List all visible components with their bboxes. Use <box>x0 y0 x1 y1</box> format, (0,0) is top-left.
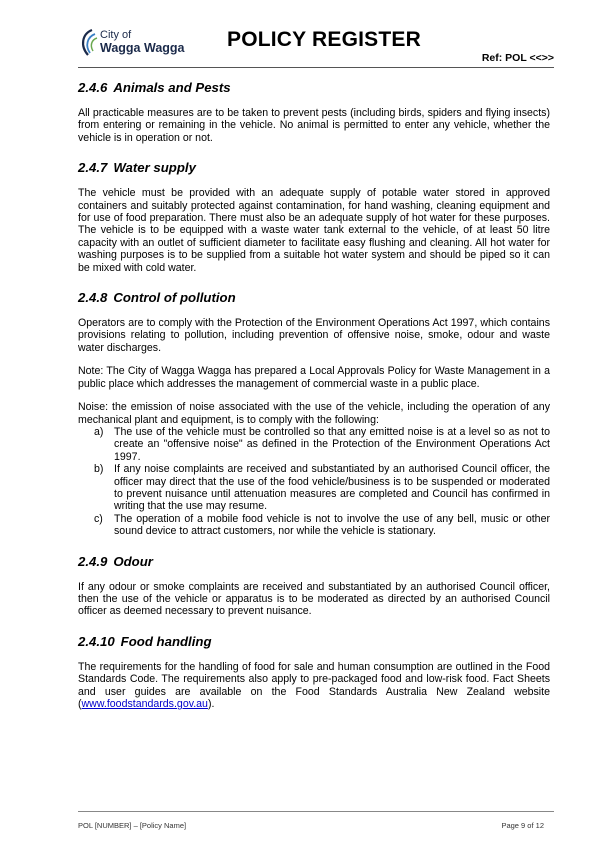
section-heading-pollution <box>78 290 550 306</box>
paragraph: Operators are to comply with the Protection of the Environment Operations Act 1997, which contains provisions relating to pollution, including prevention of offensive noise, smoke, odour and waste water discharges. <box>78 317 550 354</box>
section-title: Animals and Pests <box>113 80 231 95</box>
page-title: POLICY REGISTER <box>227 28 421 51</box>
footer-divider <box>78 811 554 812</box>
noise-requirements-list <box>78 426 550 538</box>
list-item-text: The use of the vehicle must be controlled so that any emitted noise is at a level so as not to create an "offensive noise" as defined in the Protection of the Environment Operations Act 1997. <box>114 425 550 463</box>
logo-mark-icon <box>78 28 98 58</box>
logo-text-line2: Wagga Wagga <box>100 41 185 55</box>
list-marker: a) <box>94 425 104 438</box>
footer-page-number: Page 9 of 12 <box>501 821 544 830</box>
list-item <box>78 513 550 538</box>
section-number: 2.4.6 <box>78 80 108 95</box>
paragraph-text: The requirements for the handling of food for sale and human consumption are outlined in the Food Standards Code. The requirements also apply to pre-packaged food and low-risk food. Fact Sheets and user guides are available on the Food Standards Australia New Zealand website ( <box>78 660 550 710</box>
section-heading-food <box>78 634 550 650</box>
footer-policy-name: POL [NUMBER] – [Policy Name] <box>78 821 187 830</box>
section-number: 2.4.10 <box>78 633 115 649</box>
food-standards-link[interactable]: www.foodstandards.gov.au <box>81 698 208 710</box>
paragraph <box>78 661 550 711</box>
paragraph: If any odour or smoke complaints are received and substantiated by an authorised Council officer, then the use of the vehicle or apparatus is to be moderated as directed by an authorised Council officer as deemed necessary to prevent nuisance. <box>78 580 550 618</box>
paragraph: Noise: the emission of noise associated with the use of the vehicle, including the operation of any mechanical plant and equipment, is to comply with the following: <box>78 401 550 426</box>
section-heading-water <box>78 160 550 176</box>
section-number: 2.4.8 <box>78 290 108 306</box>
list-item <box>78 463 550 513</box>
section-number: 2.4.7 <box>78 160 108 176</box>
section-heading-odour <box>78 554 550 570</box>
paragraph: Note: The City of Wagga Wagga has prepared a Local Approvals Policy for Waste Management in a public place which addresses the management of commercial waste in a public place. <box>78 365 550 390</box>
section-heading-animals <box>78 80 550 96</box>
document-body <box>78 80 550 710</box>
section-title: Water supply <box>113 160 196 176</box>
section-title: Odour <box>113 553 153 569</box>
section-title: Food handling <box>120 633 212 649</box>
section-number: 2.4.9 <box>78 553 108 569</box>
paragraph: The vehicle must be provided with an adequate supply of potable water stored in approved containers and suitably protected against contamination, for hand washing, cleaning equipment and for use of food preparation. There must also be an adequate supply of hot water for these purposes. The vehicle is to be equipped with a waste water tank external to the vehicle, of at least 50 litre capacity with an outlet of sufficient diameter to facilitate easy flushing and cleaning. All hot water for washing purposes is to be supplied from a suitable hot water system and should be piped so it can be mixed with cold water. <box>78 187 550 274</box>
paragraph: All practicable measures are to be taken to prevent pests (including birds, spiders and flying insects) from entering or remaining in the vehicle. No animal is permitted to enter any vehicle, whether the vehicle is in operation or not. <box>78 107 550 144</box>
header-divider <box>78 67 554 68</box>
list-marker: c) <box>94 512 103 525</box>
list-item <box>78 426 550 463</box>
policy-reference: Ref: POL <<>> <box>481 52 554 64</box>
section-title: Control of pollution <box>113 290 236 306</box>
list-item-text: The operation of a mobile food vehicle is not to involve the use of any bell, music or other sound device to attract customers, nor while the vehicle is stationary. <box>114 512 550 538</box>
paragraph-text: ). <box>207 698 215 710</box>
council-logo <box>78 26 185 66</box>
list-item-text: If any noise complaints are received and substantiated by an authorised Council officer, the officer may direct that the use of the food vehicle/business is to be suspended or moderated to prevent nuisance until attenuation measures are completed and Council has confirmed in writing that the use may resume. <box>114 463 550 513</box>
logo-text-line1: City of <box>100 29 132 41</box>
list-marker: b) <box>94 463 104 476</box>
